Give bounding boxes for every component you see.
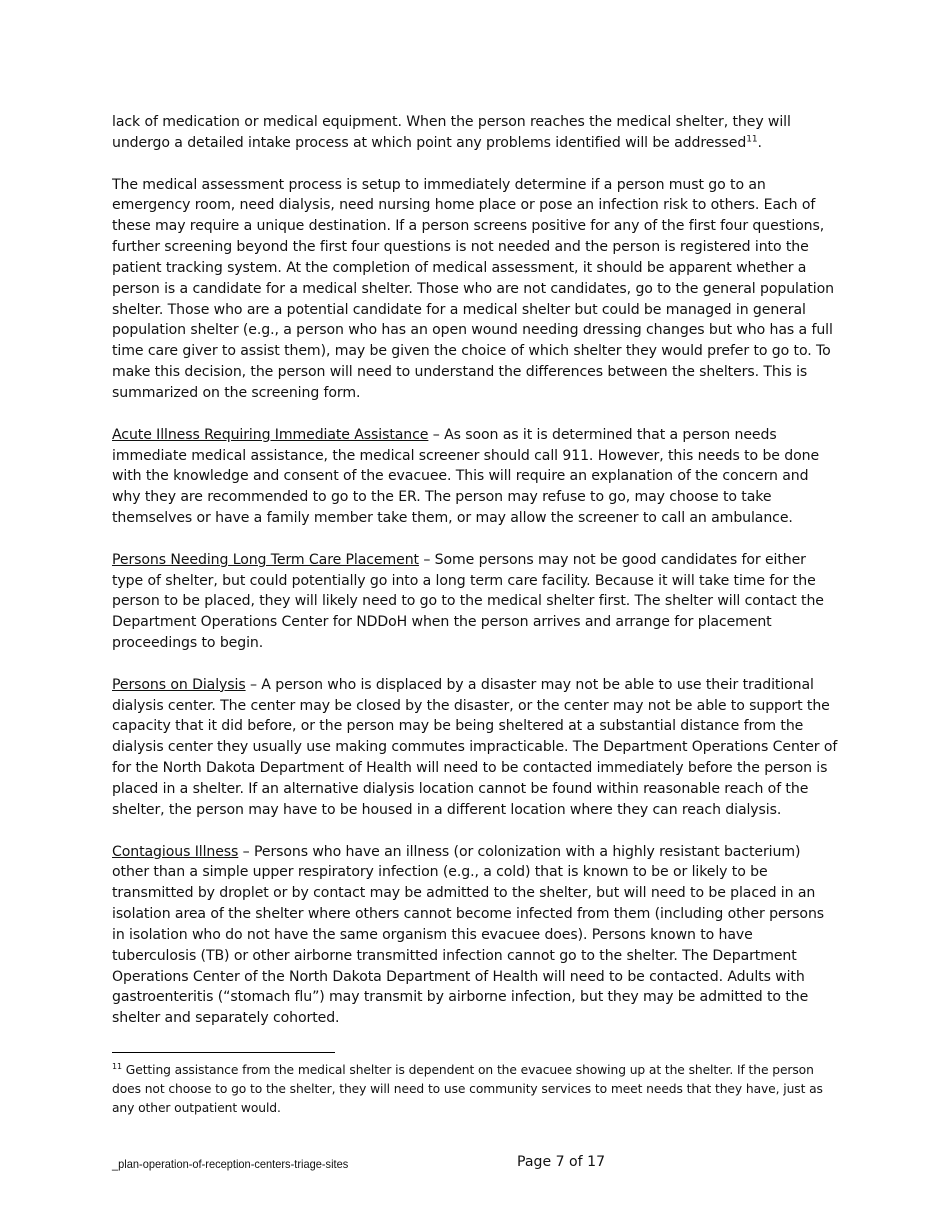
footnote-separator (112, 1052, 335, 1053)
section-long-term-care (112, 550, 840, 654)
section-acute-illness (112, 425, 840, 529)
section-text: – Persons who have an illness (or colonization with a highly resistant bacterium) other than a simple upper respiratory infection (e.g., a cold) that is known to be or likely to be transmitted by droplet or by contact may be admitted to the shelter, but will need to be placed in an isolation area of the shelter where others cannot become infected from them (including other persons in isolation who do not have the same organism this evacuee does). Persons known to have tuberculosis (TB) or other airborne transmitted infection cannot go to the shelter. The Department Operations Center of the North Dakota Department of Health will need to be contacted. Adults with gastroenteritis (“stomach flu”) may transmit by airborne infection, but they may be admitted to the shelter and separately cohorted. (112, 843, 825, 1027)
footnote (112, 1061, 832, 1119)
section-text: – As soon as it is determined that a person needs immediate medical assistance, the medical screener should call 911. However, this needs to be done with the knowledge and consent of the evacuee. This will require an explanation of the concern and why they are recommended to go to the ER. The person may refuse to go, may choose to take themselves or have a family member take them, or may allow the screener to call an ambulance. (112, 426, 820, 527)
section-heading: Acute Illness Requiring Immediate Assistance (112, 426, 429, 443)
section-heading: Persons Needing Long Term Care Placement (112, 551, 419, 568)
section-dialysis (112, 675, 840, 821)
section-heading: Persons on Dialysis (112, 676, 246, 693)
intro-paragraph (112, 112, 840, 154)
footnote-number: 11 (112, 1061, 122, 1071)
footnote-text: Getting assistance from the medical shelter is dependent on the evacuee showing up at the shelter. If the person does not choose to go to the shelter, they will need to use community services to meet needs that they have, just as any other outpatient would. (112, 1063, 823, 1116)
section-text: – A person who is displaced by a disaster may not be able to use their traditional dialysis center. The center may be closed by the disaster, or the center may not be able to support the capacity that it did before, or the person may be being sheltered at a substantial distance from the dialysis center they usually use making commutes impracticable. The Department Operations Center of for the North Dakota Department of Health will need to be contacted immediately before the person is placed in a shelter. If an alternative dialysis location cannot be found within reasonable reach of the shelter, the person may have to be housed in a different location where they can reach dialysis. (112, 676, 838, 818)
section-heading: Contagious Illness (112, 843, 239, 860)
intro-text: lack of medication or medical equipment. When the person reaches the medical shelter, they will undergo a detailed intake process at which point any problems identified will be addressed (112, 114, 791, 151)
footnote-reference[interactable]: 11 (746, 134, 758, 145)
document-body (112, 112, 840, 1050)
assessment-paragraph: The medical assessment process is setup to immediately determine if a person must go to an emergency room, need dialysis, need nursing home place or pose an infection risk to others. Each of these may require a unique destination. If a person screens positive for any of the first four questions, further screening beyond the first four questions is not needed and the person is registered into the patient tracking system. At the completion of medical assessment, it should be apparent whether a person is a candidate for a medical shelter. Those who are not candidates, go to the general population shelter. Those who are a potential candidate for a medical shelter but could be managed in general population shelter (e.g., a person who has an open wound needing dressing changes but who has a full time care giver to assist them), may be given the choice of which shelter they would prefer to go to. To make this decision, the person will need to understand the differences between the shelters. This is summarized on the screening form. (112, 176, 834, 401)
intro-period: . (757, 134, 762, 151)
section-contagious-illness (112, 842, 840, 1030)
footer-filename: _plan-operation-of-reception-centers-triage-sites (112, 1157, 349, 1171)
section-text: – Some persons may not be good candidates for either type of shelter, but could potentially go into a long term care facility. Because it will take time for the person to be placed, they will likely need to go to the medical shelter first. The shelter will contact the Department Operations Center for NDDoH when the person arrives and arrange for placement proceedings to begin. (112, 551, 824, 652)
page-number: Page 7 of 17 (517, 1154, 606, 1170)
